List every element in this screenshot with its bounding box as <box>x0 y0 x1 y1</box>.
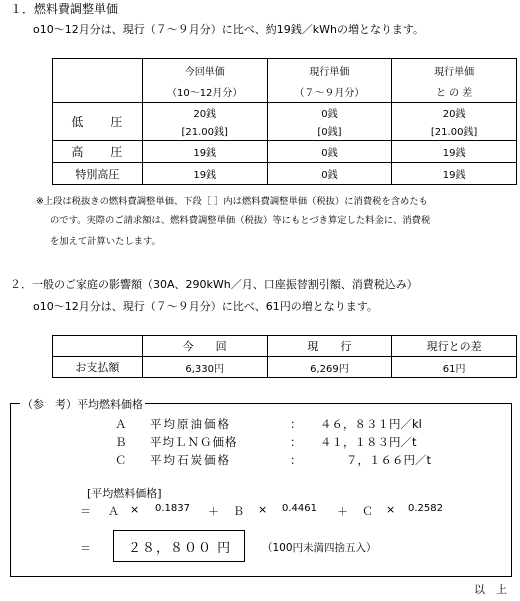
cell-excl-tax: 20銭 <box>193 109 217 120</box>
header-difference <box>392 59 517 103</box>
row-label: 高 圧 <box>53 141 143 163</box>
table-cell: 6,330円 <box>142 357 267 378</box>
formula-c: Ｃ <box>362 505 373 518</box>
table-cell: 0銭 <box>267 163 392 185</box>
table-row <box>53 357 517 378</box>
formula-times-b: × <box>258 503 268 516</box>
formula-plus-2: ＋ <box>337 505 348 518</box>
row-label: 特別高圧 <box>53 163 143 185</box>
fuel-item-b-value: ４１，１８３円／t <box>320 435 417 449</box>
fuel-item-a-colon: ： <box>290 417 302 431</box>
formula-equals: ＝ <box>80 505 91 518</box>
table-cell: 19銭 <box>142 141 267 163</box>
formula-plus-1: ＋ <box>208 505 219 518</box>
note-line: ※上段は税抜きの燃料費調整単価、下段［ ］内は燃料費調整単価（税抜）に消費税を含めたも <box>36 196 428 207</box>
table-corner <box>53 59 143 103</box>
table-cell: 19銭 <box>392 163 517 185</box>
note-line: のです。実際のご請求額は、燃料費調整単価（税抜）等にもとづき算定した料金に、消費税 <box>50 215 431 226</box>
result-rounding-note: （100円未満四捨五入） <box>262 542 377 554</box>
formula-times-a: × <box>130 503 140 516</box>
section1-summary: o10～12月分は、現行（７～９月分）に比べ、約19銭／kWhの増となります。 <box>33 23 425 36</box>
cell-excl-tax: 0銭 <box>321 109 338 120</box>
fuel-item-c-value: ７，１６６円／t <box>346 453 432 467</box>
formula-b-coefficient: 0.4461 <box>282 503 317 514</box>
header-period: （７～９月分） <box>294 87 365 99</box>
header-period: （10～12月分） <box>166 87 243 99</box>
table-cell <box>142 103 267 141</box>
fuel-item-a-name: 平均原油価格 <box>150 417 231 431</box>
cell-incl-tax: [21.00銭] <box>181 127 228 138</box>
table-cell: 6,269円 <box>267 357 392 378</box>
header-current: 今 回 <box>142 336 267 357</box>
fuel-item-c-name: 平均石炭価格 <box>150 453 231 467</box>
table-cell: 19銭 <box>142 163 267 185</box>
table-cell <box>267 103 392 141</box>
formula-c-coefficient: 0.2582 <box>408 503 443 514</box>
table-row <box>53 103 517 141</box>
household-impact-table <box>52 335 517 378</box>
formula-b: Ｂ <box>233 505 244 518</box>
fuel-item-b-letter: Ｂ <box>115 435 127 449</box>
note-line: を加えて計算いたします。 <box>50 236 161 247</box>
result-equals: ＝ <box>80 542 91 555</box>
header-previous: 現 行 <box>267 336 392 357</box>
header-previous-unit <box>267 59 392 103</box>
header-difference: 現行との差 <box>392 336 517 357</box>
table-cell <box>392 103 517 141</box>
formula-a: Ａ <box>108 505 119 518</box>
table-row <box>53 163 517 185</box>
table-cell: 61円 <box>392 357 517 378</box>
row-label: お支払額 <box>53 357 143 378</box>
table-corner <box>53 336 143 357</box>
header-period: と の 差 <box>435 87 473 99</box>
formula-times-c: × <box>386 503 396 516</box>
fuel-item-c-colon: ： <box>290 453 302 467</box>
cell-excl-tax: 20銭 <box>442 109 466 120</box>
fuel-item-b-colon: ： <box>290 435 302 449</box>
fuel-item-c-letter: Ｃ <box>115 453 127 467</box>
table-row <box>53 141 517 163</box>
fuel-adjustment-table <box>52 58 517 185</box>
header-label: 現行単価 <box>434 66 475 78</box>
header-label: 今回単価 <box>184 66 225 78</box>
fuel-item-b-name: 平均ＬＮＧ価格 <box>150 435 238 449</box>
row-label: 低 圧 <box>53 103 143 141</box>
formula-label: [平均燃料価格] <box>87 487 162 500</box>
section2-summary: o10～12月分は、現行（７～９月分）に比べ、61円の増となります。 <box>33 300 378 313</box>
reference-title: （参 考）平均燃料価格 <box>22 398 143 411</box>
section2-heading: ２．一般のご家庭の影響額（30A、290kWh／月、口座振替割引額、消費税込み） <box>10 278 418 291</box>
header-current-unit <box>142 59 267 103</box>
section1-heading: １．燃料費調整単価 <box>10 2 119 16</box>
closing-mark: 以 上 <box>474 583 507 596</box>
cell-incl-tax: [0銭] <box>317 127 342 138</box>
formula-a-coefficient: 0.1837 <box>155 503 190 514</box>
table-cell: 0銭 <box>267 141 392 163</box>
header-label: 現行単価 <box>309 66 350 78</box>
result-value: ２８，８００ 円 <box>128 541 232 556</box>
cell-incl-tax: [21.00銭] <box>430 127 478 138</box>
fuel-item-a-letter: Ａ <box>115 417 127 431</box>
fuel-item-a-value: ４６，８３１円／kl <box>320 417 422 431</box>
table-cell: 19銭 <box>392 141 517 163</box>
